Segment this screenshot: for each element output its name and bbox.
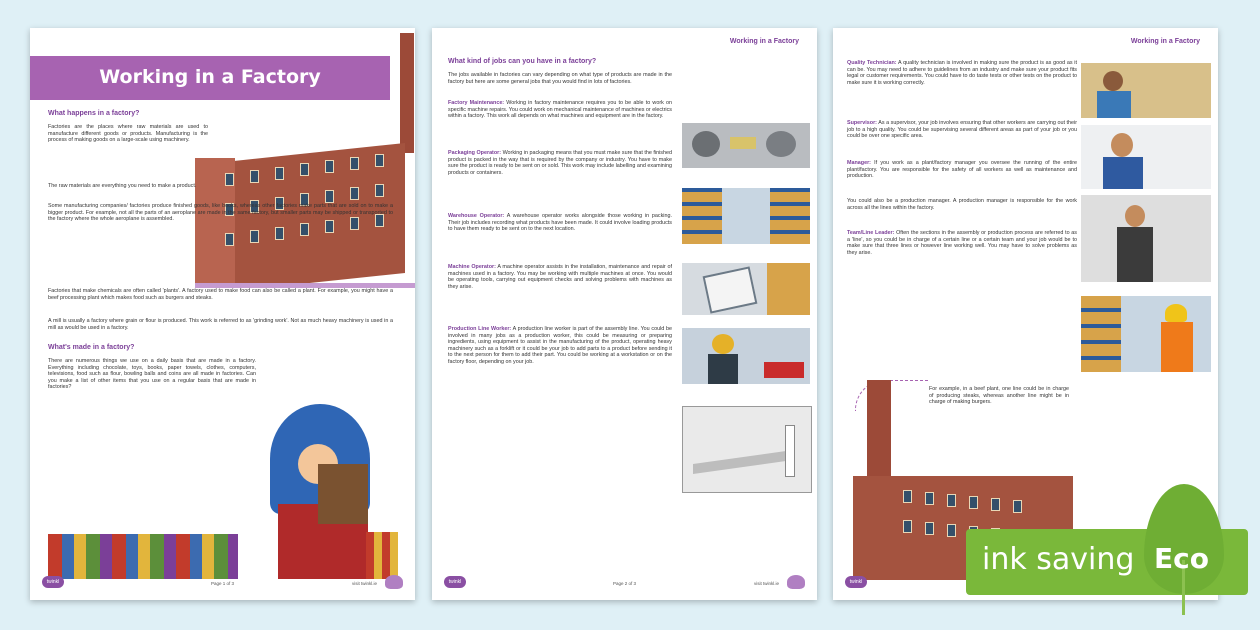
page-footer [30,572,415,594]
paragraph-5: A mill is usually a factory where grain or flour is produced. This work is referred to as 'grinding work'. Not as much heavy machinery is used in a mill as would be used in a factory. [48,318,393,331]
eco-label: Eco [1154,542,1209,575]
toys-books-illustration [48,404,398,579]
supervisor-illustration [1081,125,1211,189]
job-packaging-operator: Packaging Operator: Working in packaging means that you must make sure that the finished product is packed in the way that is required by the company or industry. You have to make sure the product is ready to be sent on or sold. This work may include labelling and examining products or containers. [448,150,672,176]
badge-icon [385,575,403,589]
paragraph-6: There are numerous things we use on a daily basis that are made in a factory. Everything including chocolate, toys, books, paper towels, clothes, computers, televisions, food such as flour, bowling balls and coins are all made in factories. Can you make a list of other items that you use on a regular basis that are made in factories? [48,358,256,391]
callout-example: For example, in a beef plant, one line could be in charge of producing steaks, whereas another line might be in charge of making burgers. [929,386,1069,406]
brand-text: visit twinkl.ie [351,581,377,586]
brand-text: visit twinkl.ie [753,581,779,586]
job-production-line-worker: Production Line Worker: A production line worker is part of the assembly line. You could be involved in many jobs as a production worker, this could be measuring or preparing ingredients, using equipment to assist in the manufacturing of the product, operating heavy machinery such as a forklift or it could be your job to add parts to a product before sending it to the next person for them to add their part. You could be working at a workstation or on the factory floor, depending on your job. [448,326,672,365]
twinkl-logo: twinkl [444,576,466,588]
twinkl-logo: twinkl [42,576,64,588]
packaging-warehouse-illustration [682,188,810,244]
production-line-illustration [682,406,812,493]
paragraph-2: The raw materials are everything you need to make a product. [48,183,197,189]
manager-illustration [1081,195,1211,282]
running-header: Working in a Factory [1130,38,1200,45]
heading-what-happens: What happens in a factory? [48,110,140,117]
maintenance-tools-illustration [682,123,810,168]
heading-jobs: What kind of jobs can you have in a factory? [448,58,597,65]
paragraph-3: Some manufacturing companies/ factories produce finished goods, like books, whereas other factories make parts that are sold on to make a bigger product. For example, not all the parts of an aeroplane are made in the same factory, but smaller parts may be shipped or transported to the factory where the whole aeroplane is assembled. [48,203,393,223]
job-supervisor: Supervisor: As a supervisor, your job involves ensuring that other workers are carrying out their job to a high quality. You could be supervising several different areas as part of your job or you could be over one specific area. [847,120,1077,140]
job-warehouse-operator: Warehouse Operator: A warehouse operator works alongside those working in packing. Their job includes recording what products have been made. It could involve loading products to have them ready to be sent on to the next location. [448,213,672,233]
page-1 [30,28,415,600]
page-number: Page 1 of 3 [210,581,235,586]
paragraph-1: Factories are the places where raw materials are used to manufacture different goods or products. Manufacturing is the process of making goods on a large-scale using machinery. [48,124,208,144]
job-manager: Manager: If you work as a plant/factory manager you oversee the running of the entire plant/factory. You are responsible for the safety of all workers as well as maintenance and production. [847,160,1077,180]
page-number: Page 2 of 3 [612,581,637,586]
job-quality-technician: Quality Technician: A quality technician is involved in making sure the product is as good as it can be. You may need to adhere to guidelines from an industry and make sure your product fits legal or customer requirements. You could have to do taste tests or other tests on the product to make sure it is working correctly. [847,60,1077,86]
job-team-line-leader: Team/Line Leader: Often the sections in the assembly or production process are referred to as a 'line', so you could be in charge of a certain line or a certain team and your job would be to make sure that three lines or however line working well. You may have to solve problems as they arise. [847,230,1077,256]
production-manager-paragraph: You could also be a production manager. A production manager is responsible for the work across all the lines within the factory. [847,198,1077,211]
heading-whats-made: What's made in a factory? [48,344,135,351]
factory-building-illustration [195,33,415,288]
ink-saving-label: ink saving [982,542,1135,577]
page-title: Working in a Factory [99,66,321,88]
machine-operator-illustration [682,328,810,384]
paragraph-4: Factories that make chemicals are often called 'plants'. A factory used to make food can also be called a plant. For example, you might have a beef processing plant which makes food such as burgers and steaks. [48,288,393,301]
intro-paragraph: The jobs available in factories can vary depending on what type of products are made in the factory but here are some general jobs that you would find in lots of factories. [448,72,672,85]
page-2 [432,28,817,600]
job-factory-maintenance: Factory Maintenance: Working in factory maintenance requires you to be able to work on specific machine repairs. You could work on mechanical maintenance of machines or electrics within a factory. This work all depends on what machines and equipment are in the factory. [448,100,672,120]
twinkl-logo: twinkl [845,576,867,588]
page-footer [432,572,817,594]
team-leader-illustration [1081,296,1211,372]
job-machine-operator: Machine Operator: A machine operator assists in the installation, maintenance and repair of machines used in a factory. You may be working with multiple machines at once. You would be operating tools, carrying out equipment checks and solving problems with machines as they arise. [448,264,672,290]
running-header: Working in a Factory [729,38,799,45]
quality-technician-illustration [1081,63,1211,118]
warehouse-clipboard-illustration [682,263,810,315]
badge-icon [787,575,805,589]
